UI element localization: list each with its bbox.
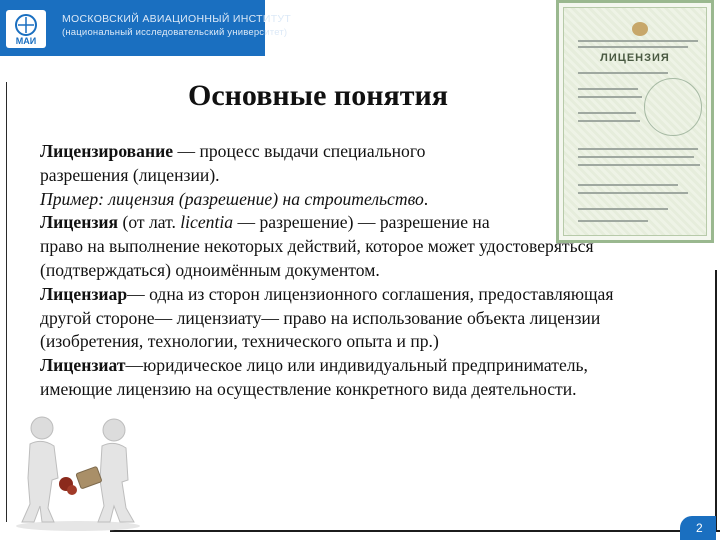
text-line [40, 164, 700, 188]
slide-title: Основные понятия [188, 79, 448, 112]
certificate-text-line [578, 40, 698, 42]
text-line [40, 211, 700, 235]
frame-right-rule [715, 270, 717, 532]
certificate-text-line [578, 72, 668, 74]
term-licensing: Лицензирование [40, 141, 174, 161]
institute-header-banner [0, 0, 292, 56]
institute-subtitle: (национальный исследовательский университет) [62, 27, 288, 38]
text-line [40, 330, 700, 354]
text-line [40, 307, 700, 331]
frame-bottom-rule [110, 530, 720, 532]
text-line [40, 283, 700, 307]
certificate-text-line [578, 88, 638, 90]
coat-of-arms-icon [632, 22, 648, 36]
definition-text: — разрешение) — разрешение на [233, 212, 490, 233]
figures-exchange-icon [8, 408, 148, 532]
definition-text: право на выполнение некоторых действий, которое может удостоверяться [40, 236, 594, 257]
mai-logo-icon [6, 10, 46, 48]
definition-text: (подтверждаться) одноимённым документом. [40, 259, 380, 280]
latin-word: licentia [180, 212, 234, 233]
definition-text: (от лат. [118, 212, 181, 233]
certificate-title: ЛИЦЕНЗИЯ [600, 52, 670, 64]
certificate-text-line [578, 120, 640, 122]
definition-text: —юридическое лицо или индивидуальный предприниматель, [125, 355, 588, 376]
definition-text: имеющие лицензию на осуществление конкретного вида деятельности. [40, 378, 577, 399]
page-number: 2 [696, 521, 703, 535]
text-line [40, 235, 700, 259]
text-line [40, 188, 700, 212]
handshake-figures-illustration [8, 408, 148, 532]
example-text: Пример: лицензия (разрешение) на строительство [40, 188, 424, 209]
certificate-text-line [578, 96, 642, 98]
definition-text: — одна из сторон лицензионного соглашения, предоставляющая [127, 283, 614, 304]
institute-name: МОСКОВСКИЙ АВИАЦИОННЫЙ ИНСТИТУТ [62, 13, 292, 25]
definition-text: разрешения (лицензии). [40, 164, 220, 185]
term-licensee: Лицензиат [40, 355, 126, 376]
definitions-text [40, 140, 700, 402]
certificate-text-line [578, 112, 636, 114]
definition-text: другой стороне— лицензиату— право на использование объекта лицензии [40, 307, 601, 328]
text-line [40, 259, 700, 283]
frame-left-rule [6, 82, 7, 522]
text-line [40, 140, 700, 164]
term-licensor: Лицензиар [40, 283, 128, 304]
definition-text: — процесс выдачи специального [173, 141, 426, 161]
logo-lettering: МАИ [15, 36, 37, 46]
example-end: . [423, 188, 429, 209]
term-license: Лицензия [40, 212, 119, 233]
mai-logo [6, 10, 46, 48]
certificate-text-line [578, 46, 688, 48]
definition-text: (изобретения, технологии, технического опыта и пр.) [40, 331, 439, 352]
text-line [40, 378, 700, 402]
certificate-seal-icon [644, 78, 702, 136]
page-number-badge [680, 516, 716, 540]
text-line [40, 354, 700, 378]
